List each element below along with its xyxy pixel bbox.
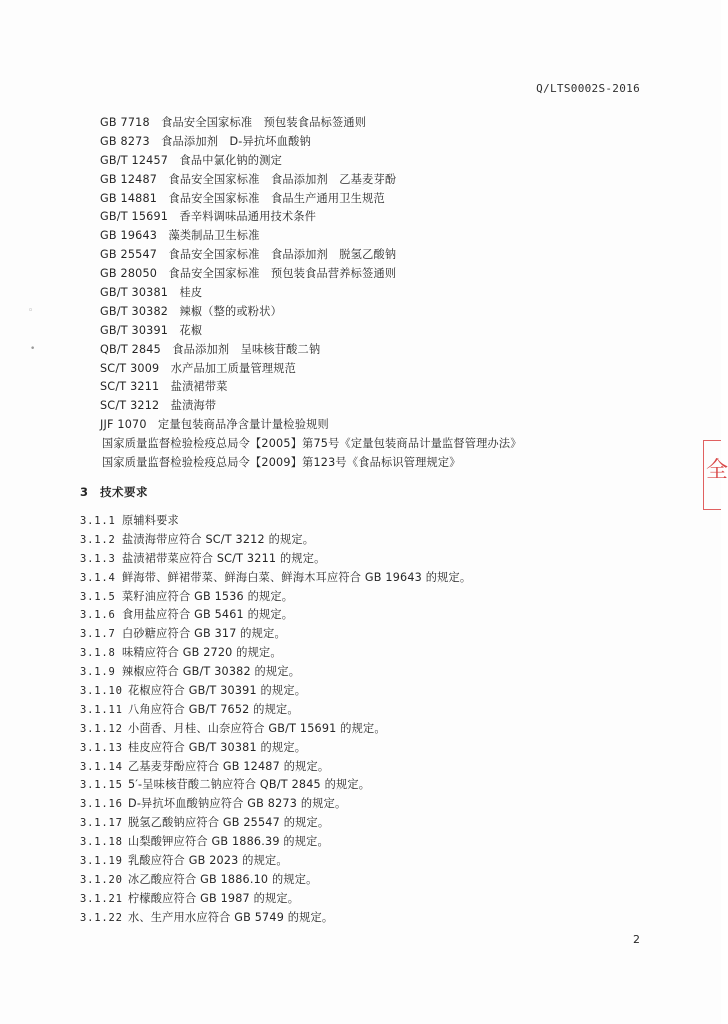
requirement-item (80, 701, 471, 720)
clause-number: 3.1.15 (80, 779, 123, 792)
clause-text: 脱氢乙酸钠应符合 GB 25547 的规定。 (128, 816, 330, 830)
reference-item: GB/T 12457 食品中氯化钠的测定 (100, 153, 282, 167)
scan-speck: ◦ (28, 306, 34, 316)
clause-text: 桂皮应符合 GB/T 30381 的规定。 (128, 740, 307, 754)
requirement-item (80, 833, 471, 852)
clause-text: 盐渍裙带菜应符合 SC/T 3211 的规定。 (122, 551, 326, 565)
requirement-item (80, 795, 471, 814)
reference-item: 国家质量监督检验检疫总局令【2009】第123号《食品标识管理规定》 (102, 456, 461, 470)
document-code: Q/LTS0002S-2016 (536, 82, 640, 95)
clause-number: 3.1.13 (80, 741, 123, 754)
clause-number: 3.1.9 (80, 666, 116, 679)
reference-item: GB 25547 食品安全国家标准 食品添加剂 脱氢乙酸钠 (100, 248, 397, 262)
clause-text: 水、生产用水应符合 GB 5749 的规定。 (128, 910, 334, 924)
clause-text: 山梨酸钾应符合 GB 1886.39 的规定。 (128, 835, 329, 849)
clause-number: 3.1.16 (80, 798, 123, 811)
requirement-item (80, 814, 471, 833)
requirement-item (80, 569, 471, 588)
requirement-item (80, 531, 471, 550)
reference-item: SC/T 3212 盐渍海带 (100, 399, 217, 413)
clause-text: 花椒应符合 GB/T 30391 的规定。 (128, 684, 307, 698)
requirement-item (80, 871, 471, 890)
clause-text: 5′-呈味核苷酸二钠应符合 QB/T 2845 的规定。 (128, 778, 371, 792)
clause-number: 3.1.5 (80, 590, 116, 603)
clause-number: 3.1.12 (80, 722, 123, 735)
clause-number: 3.1.4 (80, 571, 116, 584)
reference-item: QB/T 2845 食品添加剂 呈味核苷酸二钠 (100, 342, 321, 356)
requirement-item (80, 644, 471, 663)
reference-item: GB 19643 藻类制品卫生标准 (100, 229, 260, 243)
requirement-item (80, 909, 471, 928)
requirement-item (80, 739, 471, 758)
scan-speck: • (30, 344, 36, 354)
reference-item: GB/T 30381 桂皮 (100, 286, 203, 300)
section-number: 3 (80, 485, 89, 499)
requirement-item (80, 606, 471, 625)
reference-item: 国家质量监督检验检疫总局令【2005】第75号《定量包装商品计量监督管理办法》 (102, 437, 522, 451)
clause-number: 3.1.17 (80, 817, 123, 830)
reference-item: GB/T 30391 花椒 (100, 323, 203, 337)
clause-number: 3.1.19 (80, 855, 123, 868)
clause-number: 3.1.14 (80, 760, 123, 773)
requirement-item (80, 852, 471, 871)
requirement-item (80, 512, 471, 531)
reference-item: GB/T 15691 香辛料调味品通用技术条件 (100, 210, 317, 224)
clause-text: D-异抗坏血酸钠应符合 GB 8273 的规定。 (128, 797, 347, 811)
clause-text: 味精应符合 GB 2720 的规定。 (122, 646, 282, 660)
reference-item: JJF 1070 定量包装商品净含量计量检验规则 (100, 418, 329, 432)
clause-number: 3.1.1 (80, 515, 116, 527)
clause-text: 食用盐应符合 GB 5461 的规定。 (122, 608, 294, 622)
reference-item: GB 28050 食品安全国家标准 预包装食品营养标签通则 (100, 267, 397, 281)
reference-item: GB 8273 食品添加剂 D-异抗坏血酸钠 (100, 134, 311, 148)
clause-number: 3.1.2 (80, 533, 116, 546)
clause-text: 辣椒应符合 GB/T 30382 的规定。 (122, 665, 301, 679)
clause-text: 冰乙酸应符合 GB 1886.10 的规定。 (128, 872, 318, 886)
reference-item: GB 7718 食品安全国家标准 预包装食品标签通则 (100, 116, 367, 129)
requirement-item (80, 758, 471, 777)
section-heading (80, 484, 148, 500)
clause-text: 盐渍海带应符合 SC/T 3212 的规定。 (122, 532, 315, 546)
clause-number: 3.1.20 (80, 873, 123, 886)
requirement-item (80, 550, 471, 569)
clause-text: 柠檬酸应符合 GB 1987 的规定。 (128, 891, 300, 905)
clause-number: 3.1.22 (80, 911, 123, 924)
requirement-item (80, 682, 471, 701)
reference-item: GB 12487 食品安全国家标准 食品添加剂 乙基麦芽酚 (100, 172, 397, 186)
requirements-list (80, 512, 471, 928)
stamp-character: 全 (706, 458, 728, 483)
requirement-item (80, 720, 471, 739)
clause-text: 鲜海带、鲜裙带菜、鲜海白菜、鲜海木耳应符合 GB 19643 的规定。 (122, 570, 472, 584)
clause-number: 3.1.3 (80, 552, 116, 565)
requirement-item (80, 776, 471, 795)
requirement-item (80, 625, 471, 644)
clause-text: 原辅料要求 (122, 514, 179, 527)
clause-number: 3.1.18 (80, 836, 123, 849)
requirement-item (80, 890, 471, 909)
clause-number: 3.1.10 (80, 685, 123, 698)
reference-item: GB 14881 食品安全国家标准 食品生产通用卫生规范 (100, 191, 385, 205)
page-number: 2 (633, 933, 640, 946)
clause-number: 3.1.8 (80, 647, 116, 660)
clause-number: 3.1.21 (80, 892, 123, 905)
clause-number: 3.1.11 (80, 703, 123, 716)
clause-text: 八角应符合 GB/T 7652 的规定。 (128, 702, 299, 716)
clause-text: 乙基麦芽酚应符合 GB 12487 的规定。 (128, 759, 330, 773)
clause-text: 菜籽油应符合 GB 1536 的规定。 (122, 589, 294, 603)
reference-item: SC/T 3009 水产品加工质量管理规范 (100, 361, 296, 375)
clause-number: 3.1.7 (80, 628, 116, 641)
clause-text: 乳酸应符合 GB 2023 的规定。 (128, 854, 288, 868)
reference-item: GB/T 30382 辣椒（整的或粉状） (100, 304, 282, 318)
requirement-item (80, 663, 471, 682)
side-stamp (703, 440, 728, 510)
clause-text: 小茴香、月桂、山奈应符合 GB/T 15691 的规定。 (128, 721, 386, 735)
clause-text: 白砂糖应符合 GB 317 的规定。 (122, 627, 286, 641)
normative-references-list (100, 114, 522, 473)
reference-item: SC/T 3211 盐渍裙带菜 (100, 380, 228, 394)
section-title: 技术要求 (100, 485, 148, 499)
clause-number: 3.1.6 (80, 609, 116, 622)
requirement-item (80, 588, 471, 607)
